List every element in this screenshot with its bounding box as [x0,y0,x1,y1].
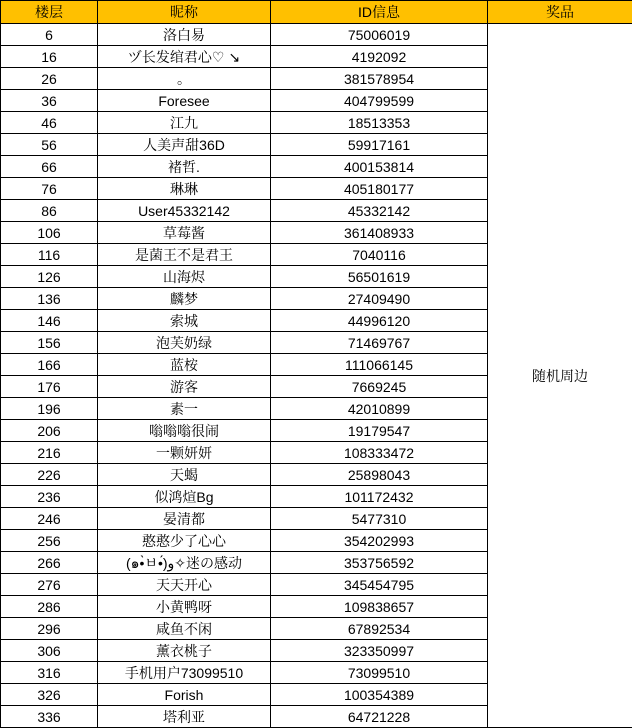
nickname-cell: 素一 [98,398,271,420]
header-row [1,1,632,24]
floor-cell: 86 [1,200,98,222]
floor-cell: 126 [1,266,98,288]
nickname-cell: 人美声甜36D [98,134,271,156]
floor-cell: 176 [1,376,98,398]
id-cell: 45332142 [271,200,488,222]
id-cell: 56501619 [271,266,488,288]
floor-cell: 236 [1,486,98,508]
id-cell: 18513353 [271,112,488,134]
id-cell: 354202993 [271,530,488,552]
nickname-cell: 褚哲. [98,156,271,178]
id-cell: 381578954 [271,68,488,90]
floor-cell: 66 [1,156,98,178]
table-body [1,24,632,728]
nickname-cell: 晏清都 [98,508,271,530]
id-cell: 109838657 [271,596,488,618]
header-floor: 楼层 [1,1,98,24]
id-cell: 111066145 [271,354,488,376]
nickname-cell: Foresee [98,90,271,112]
id-cell: 75006019 [271,24,488,46]
id-cell: 101172432 [271,486,488,508]
floor-cell: 276 [1,574,98,596]
nickname-cell: 是菌王不是君王 [98,244,271,266]
nickname-cell: 似鸿煊Bg [98,486,271,508]
id-cell: 19179547 [271,420,488,442]
nickname-cell: 咸鱼不闲 [98,618,271,640]
nickname-cell: 一颗妍妍 [98,442,271,464]
nickname-cell: User45332142 [98,200,271,222]
floor-cell: 136 [1,288,98,310]
floor-cell: 146 [1,310,98,332]
nickname-cell: 蓝桉 [98,354,271,376]
nickname-cell: ヅ长发绾君心♡ ↘ [98,46,271,68]
id-cell: 64721228 [271,706,488,728]
floor-cell: 246 [1,508,98,530]
id-cell: 73099510 [271,662,488,684]
id-cell: 361408933 [271,222,488,244]
floor-cell: 26 [1,68,98,90]
nickname-cell: 小黄鸭呀 [98,596,271,618]
floor-cell: 16 [1,46,98,68]
nickname-cell: (๑•̀ㅂ•́)و✧迷の感动 [98,552,271,574]
nickname-cell: 薰衣桃子 [98,640,271,662]
nickname-cell: 塔利亚 [98,706,271,728]
floor-cell: 266 [1,552,98,574]
nickname-cell: 憨憨少了心心 [98,530,271,552]
nickname-cell: 山海烬 [98,266,271,288]
floor-cell: 306 [1,640,98,662]
floor-cell: 76 [1,178,98,200]
nickname-cell: 游客 [98,376,271,398]
id-cell: 7040116 [271,244,488,266]
floor-cell: 196 [1,398,98,420]
header-nickname: 昵称 [98,1,271,24]
floor-cell: 316 [1,662,98,684]
id-cell: 44996120 [271,310,488,332]
nickname-cell: 。 [98,68,271,90]
header-prize: 奖品 [488,1,632,24]
floor-cell: 46 [1,112,98,134]
floor-cell: 326 [1,684,98,706]
nickname-cell: 麟梦 [98,288,271,310]
prize-cell: 随机周边 [488,24,632,728]
id-cell: 59917161 [271,134,488,156]
id-cell: 25898043 [271,464,488,486]
floor-cell: 216 [1,442,98,464]
id-cell: 4192092 [271,46,488,68]
floor-cell: 286 [1,596,98,618]
nickname-cell: 泡芙奶绿 [98,332,271,354]
nickname-cell: 天天开心 [98,574,271,596]
id-cell: 323350997 [271,640,488,662]
floor-cell: 36 [1,90,98,112]
header-id: ID信息 [271,1,488,24]
id-cell: 7669245 [271,376,488,398]
floor-cell: 226 [1,464,98,486]
nickname-cell: Forish [98,684,271,706]
id-cell: 67892534 [271,618,488,640]
floor-cell: 206 [1,420,98,442]
id-cell: 42010899 [271,398,488,420]
id-cell: 400153814 [271,156,488,178]
floor-cell: 336 [1,706,98,728]
nickname-cell: 江九 [98,112,271,134]
nickname-cell: 手机用户73099510 [98,662,271,684]
floor-cell: 6 [1,24,98,46]
id-cell: 404799599 [271,90,488,112]
floor-cell: 156 [1,332,98,354]
nickname-cell: 索城 [98,310,271,332]
table-row [1,24,632,46]
nickname-cell: 洛白易 [98,24,271,46]
id-cell: 353756592 [271,552,488,574]
id-cell: 108333472 [271,442,488,464]
id-cell: 71469767 [271,332,488,354]
id-cell: 100354389 [271,684,488,706]
id-cell: 405180177 [271,178,488,200]
floor-cell: 116 [1,244,98,266]
floor-cell: 166 [1,354,98,376]
id-cell: 345454795 [271,574,488,596]
nickname-cell: 琳琳 [98,178,271,200]
nickname-cell: 嗡嗡嗡很闹 [98,420,271,442]
nickname-cell: 草莓酱 [98,222,271,244]
floor-cell: 296 [1,618,98,640]
floor-cell: 56 [1,134,98,156]
id-cell: 27409490 [271,288,488,310]
nickname-cell: 天蝎 [98,464,271,486]
floor-cell: 106 [1,222,98,244]
id-cell: 5477310 [271,508,488,530]
floor-cell: 256 [1,530,98,552]
